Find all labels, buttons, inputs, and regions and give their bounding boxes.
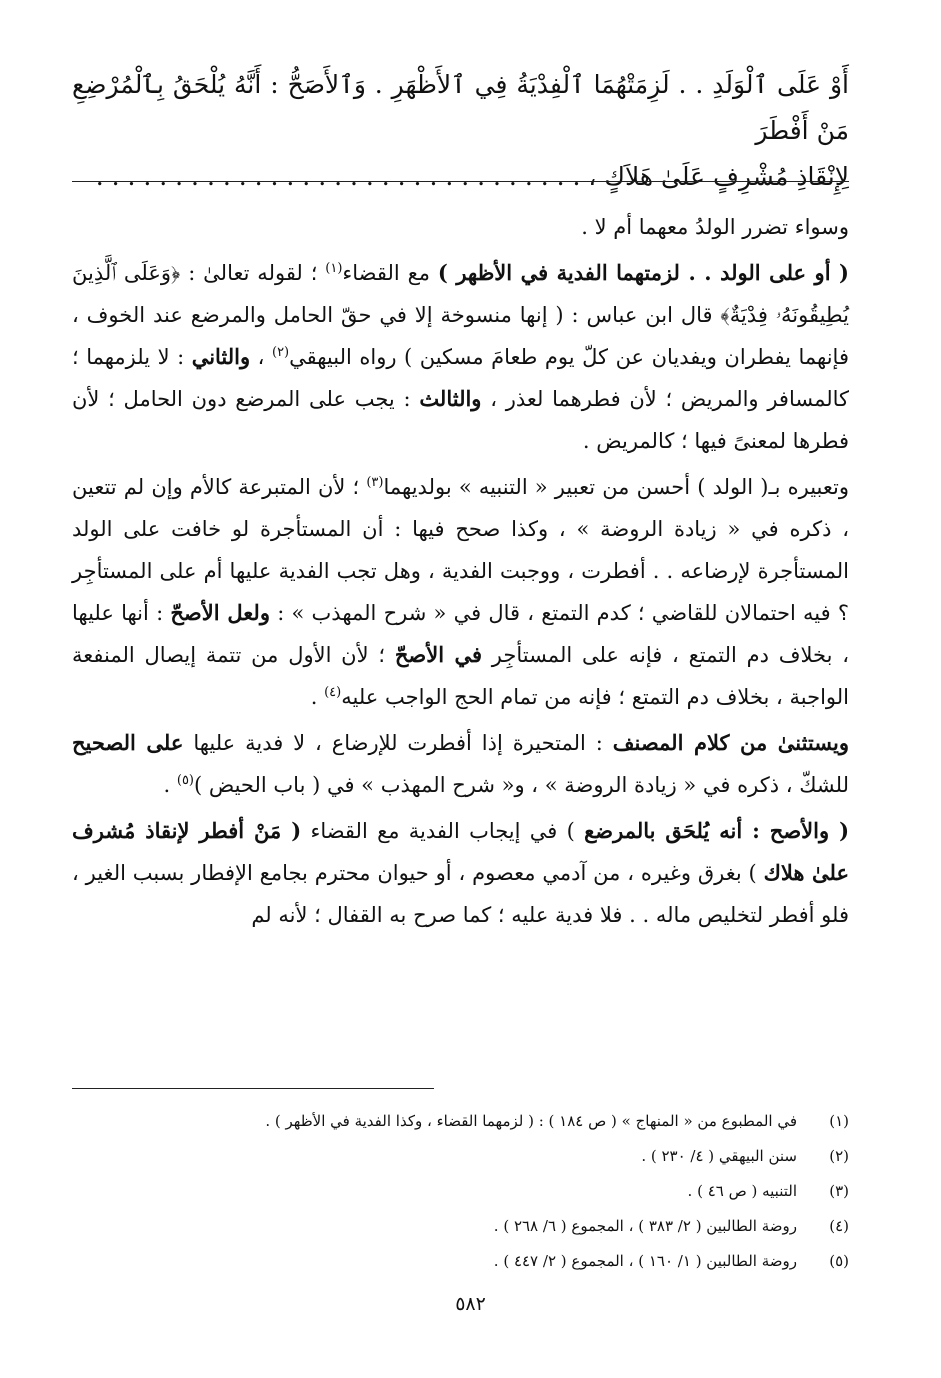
matn-line-2: لِإِنْقَاذِ مُشْرِفٍ عَلَىٰ هَلاَكٍ ، . . . . . . . . . . . . . . . . . . . . . . . . . . . . . . .	[95, 162, 849, 191]
footnote-text: التنبيه ( ص ٤٦ ) .	[687, 1182, 797, 1200]
footnote-number: (١)	[829, 1112, 849, 1130]
page-number: ٥٨٢	[455, 1293, 486, 1315]
text-span: : لا يلزمهما ؛ كالمسافر والمريض ؛ لأن فطرهما لعذر ،	[72, 345, 850, 411]
bold-term: في الأصحّ	[394, 642, 482, 667]
footnote-number: (٣)	[829, 1182, 849, 1200]
footnote-text: سنن البيهقي ( ٤/ ٢٣٠ ) .	[641, 1147, 797, 1165]
commentary-text	[72, 206, 849, 936]
paragraph-4	[72, 722, 849, 806]
paragraph-3	[72, 466, 849, 718]
text-span: : أنها عليها ، بخلاف دم التمتع ، فإنه على المستأجِر	[72, 601, 849, 667]
footnote-number: (٥)	[829, 1252, 849, 1270]
text-span: ،	[250, 345, 272, 369]
text-span: : يجب على المرضع دون الحامل ؛ لأن فطرها لمعنىً فيها ؛ كالمريض .	[72, 387, 849, 453]
footnote-text: روضة الطالبين ( ٢/ ٣٨٣ ) ، المجموع ( ٦/ ٢٦٨ ) .	[493, 1217, 797, 1235]
text-span: ) بغرق وغيره ، من آدمي معصوم ، أو حيوان محترم بجامع الإفطار بسبب الغير ، فلو أفطر لتخليص ماله . . فلا فدية عليه ؛ كما صرح به القفال ؛ لأنه لم	[72, 861, 849, 927]
footnote-ref: (٢)	[271, 345, 290, 360]
text-span: : المتحيرة إذا أفطرت للإرضاع ، لا فدية عليها	[183, 731, 613, 755]
matn-quote: ( مَنْ أفطر لإنقاذ مُشرف علىٰ هلاك	[72, 818, 849, 885]
matn-line-1: أَوْ عَلَى ٱلْوَلَدِ . . لَزِمَتْهُمَا ٱلْفِدْيَةُ فِي ٱلأَظْهَرِ . وَٱلأَصَحُّ : أَنَّهُ يُلْحَقُ بِٱلْمُرْضِعِ مَنْ أَفْطَرَ	[72, 70, 849, 145]
matn-text	[72, 62, 849, 200]
paragraph-2	[72, 252, 849, 462]
footnote-text: في المطبوع من « المنهاج » ( ص ١٨٤ ) : ( لزمهما القضاء ، وكذا الفدية في الأظهر ) .	[265, 1112, 797, 1130]
footnote-separator	[72, 1088, 434, 1089]
text-span: مع القضاء	[342, 261, 438, 285]
text-span: .	[310, 685, 325, 709]
bold-term: ويستثنىٰ من كلام المصنف	[612, 730, 849, 755]
paragraph-5	[72, 810, 849, 936]
text-span: .	[163, 773, 177, 797]
footnote-number: (٤)	[829, 1217, 849, 1235]
footnote	[72, 1139, 849, 1174]
paragraph-1-text: وسواء تضرر الولدُ معهما أم لا .	[581, 215, 849, 239]
bold-term: على الصحيح	[72, 730, 184, 755]
footnote-ref: (٤)	[324, 685, 342, 700]
bold-term: ولعل الأصحّ	[170, 600, 270, 625]
matn-quote: ( والأصح : أنه يُلحَق بالمرضع	[584, 818, 850, 843]
text-span: ؛ لأن المتبرعة كالأم وإن لم تتعين ، ذكره في « زيادة الروضة » ، وكذا صحح فيها : أن المستأجرة لو خافت على الولد المستأجرة لإرضاعه . . أفطرت ، ووجبت الفدية ، وهل تجب الفدية عليها أم على المستأجِر ؟ فيه احتمالان للقاضي ؛ كدم التمتع ، قال في « شرح المهذب » :	[72, 475, 849, 625]
footnote-number: (٢)	[829, 1147, 849, 1165]
footnote	[72, 1244, 849, 1279]
bold-term: والثالث	[419, 386, 482, 411]
footnote	[72, 1104, 849, 1139]
footnote	[72, 1209, 849, 1244]
text-span: ؛ لأن الأول من تتمة إيصال المنفعة الواجبة ، بخلاف دم التمتع ؛ فإنه من تمام الحج الواجب عليه	[72, 643, 849, 709]
footnotes	[72, 1104, 849, 1279]
matn-separator	[72, 181, 849, 182]
text-span: ) في إيجاب الفدية مع القضاء	[301, 819, 585, 843]
matn-quote: ( أو على الولد . . لزمتهما الفدية في الأظهر )	[437, 260, 849, 285]
bold-term: والثاني	[191, 344, 251, 369]
footnote-text: روضة الطالبين ( ١/ ١٦٠ ) ، المجموع ( ٢/ ٤٤٧ ) .	[493, 1252, 797, 1270]
paragraph-1	[72, 206, 849, 248]
footnote-ref: (٣)	[366, 475, 384, 490]
footnote-ref: (١)	[325, 261, 343, 276]
text-span: وتعبيره بـ( الولد ) أحسن من تعبير « التنبيه » بولديهما	[383, 475, 849, 499]
text-span: ؛ لقوله تعالىٰ : ﴿وَعَلَى ٱلَّذِينَ يُطِيقُونَهُۥ فِدْيَةٌ﴾ قال ابن عباس : ( إنها منسوخة إلا في حقّ الحامل والمرضع عند الخوف ، فإنهما يفطران ويفديان عن كلّ يوم طعامَ مسكين ) رواه البيهقي	[72, 261, 849, 369]
text-span: للشكّ ، ذكره في « زيادة الروضة » ، و« شرح المهذب » في ( باب الحيض )	[194, 773, 849, 797]
footnote	[72, 1174, 849, 1209]
footnote-ref: (٥)	[176, 773, 194, 788]
